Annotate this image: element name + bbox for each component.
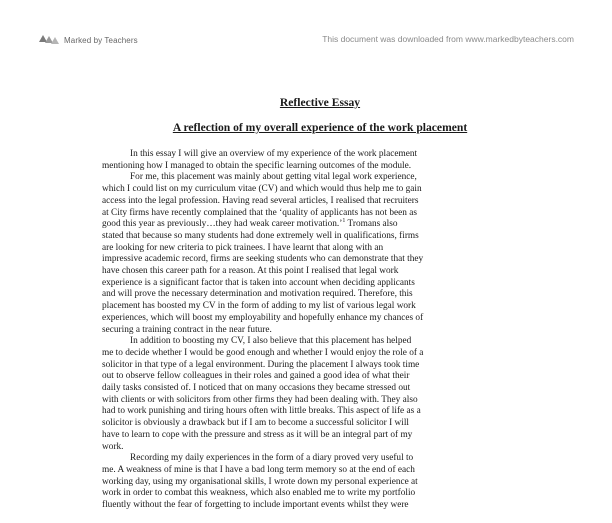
document-body [102,96,538,512]
text-line: are looking for new criteria to pick trainees. I have learnt that along with an [102,242,384,253]
text-line: daily tasks consisted of. I noticed that on many occasions they became stressed out [102,383,411,394]
text-line: work in order to combat this weakness, which also enabled me to write my portfolio [102,488,416,499]
text-line: stated that because so many students had done extremely well in qualifications, firms [102,230,419,241]
download-notice: This document was downloaded from www.markedbyteachers.com [322,34,574,44]
text-line: In addition to boosting my CV, I also believe that this placement has helped [130,336,412,347]
text-line: For me, this placement was mainly about getting vital legal work experience, [130,172,417,183]
text-line: Recording my daily experiences in the form of a diary proved very useful to [130,453,414,464]
text-line: experiences, which will boost my employability and hopefully enhance my chances of [102,312,424,323]
text-line: had to work punishing and tiring hours often with little breaks. This aspect of life as a [102,406,421,417]
text-line: working day, using my organisational skills, I wrote down my personal experience at [102,476,418,487]
page-header [0,0,612,70]
text-line: have chosen this career path for a reason. At this point I realised that legal work [102,266,399,277]
document-subtitle: A reflection of my overall experience of the work placement [172,121,468,134]
text-line: good this year as previously…they had weak career motivation.’ [102,219,343,230]
text-line: which I could list on my curriculum vitae (CV) and which would thus help me to gain [102,184,422,195]
essay-text [102,149,538,512]
text-line: and will prove the necessary determination and motivation required. Therefore, this [102,289,413,300]
text-line: work. [102,441,124,452]
text-line: have to learn to cope with the pressure and stress as it will be an integral part of my [102,429,413,440]
text-line-tail: Tromans also [345,219,398,230]
text-line: solicitor in that type of a legal environment. During the placement I always took time [102,359,420,370]
text-line-with-footnote [102,219,538,231]
document-title: Reflective Essay [279,96,361,109]
text-line: access into the legal profession. Having read several articles, I realised that recruiters [102,195,419,206]
text-line: mentioning how I managed to obtain the specific learning outcomes of the module. [102,160,412,171]
text-line: fluently without the fear of forgetting to include important events whilst they were [102,500,409,511]
text-line: solicitor is obviously a drawback but if I am to become a successful solicitor I will [102,418,409,429]
text-line: placement has boosted my CV in the form of adding to my list of various legal work [102,301,416,312]
marked-by-teachers-logo[interactable] [38,33,138,47]
footnote-marker[interactable]: 1 [342,218,346,225]
text-line: experience is a significant factor that is taken into account when deciding applicants [102,277,415,288]
text-line: out to observe fellow colleagues in their roles and gained a good idea of what their [102,371,410,382]
text-line: securing a training contract in the near future. [102,324,272,335]
text-line: with clients or with solicitors from other firms they had been dealing with. They also [102,394,418,405]
text-line: me. A weakness of mine is that I have a bad long term memory so at the end of each [102,464,415,475]
logo-text: Marked by Teachers [64,35,138,45]
text-line: at City firms have recently complained that the ‘quality of applicants has not been as [102,207,417,218]
text-line: impressive academic record, firms are seeking students who can demonstrate that they [102,254,424,265]
logo-icon [38,33,60,47]
text-line: In this essay I will give an overview of my experience of the work placement [130,149,418,159]
text-line: me to decide whether I would be good enough and whether I would enjoy the role of a [102,347,424,358]
